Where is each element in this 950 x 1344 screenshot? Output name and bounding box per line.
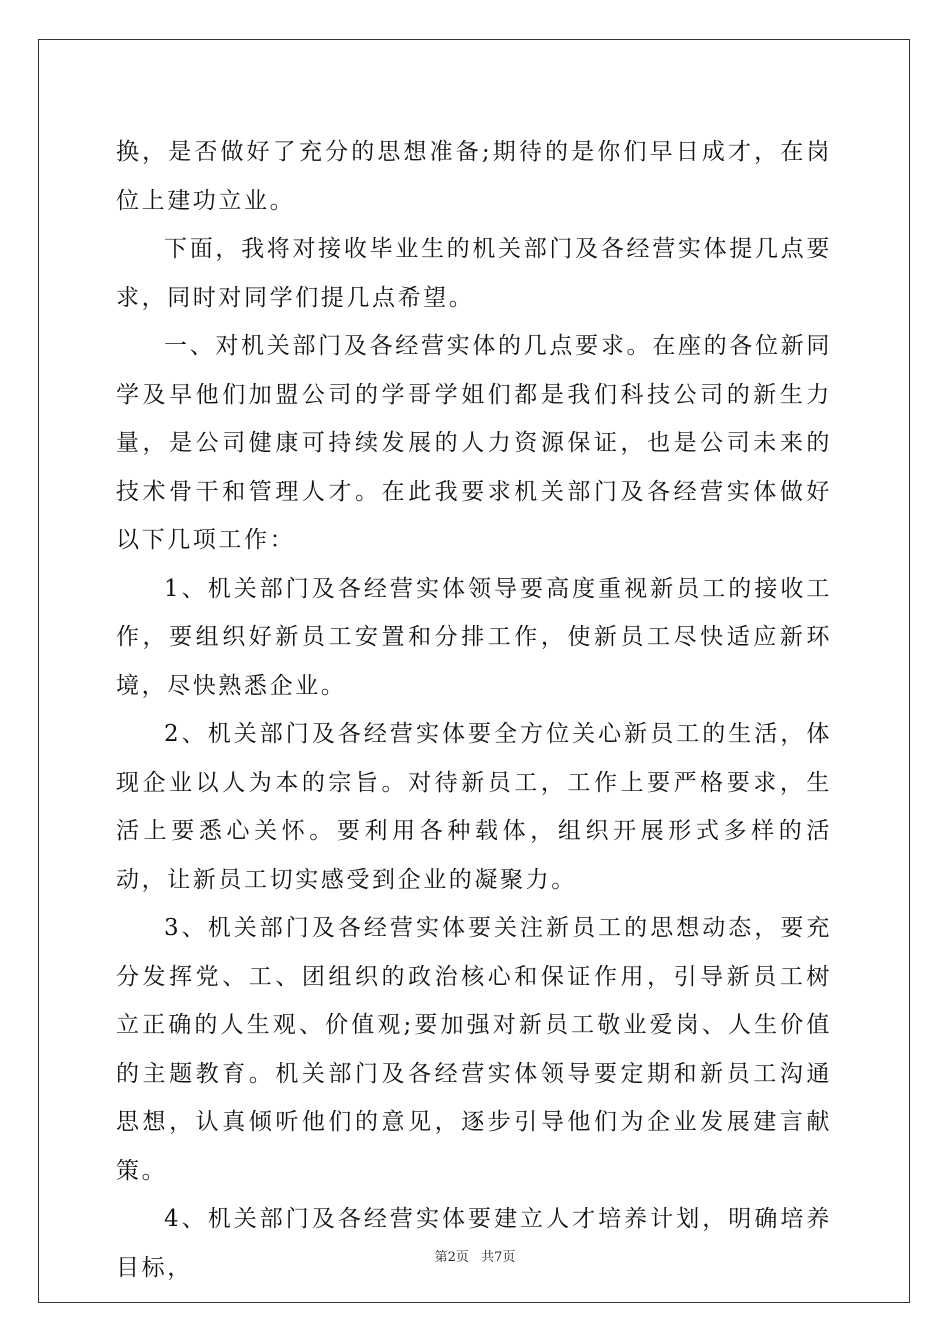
document-body xyxy=(116,128,832,1292)
paragraph-3: 一、对机关部门及各经营实体的几点要求。在座的各位新同学及早他们加盟公司的学哥学姐们都是我们科技公司的新生力量，是公司健康可持续发展的人力资源保证，也是公司未来的技术骨干和管理人才。在此我要求机关部门及各经营实体做好以下几项工作： xyxy=(116,333,832,553)
paragraph-2: 下面，我将对接收毕业生的机关部门及各经营实体提几点要求，同时对同学们提几点希望。 xyxy=(116,236,832,311)
paragraph-1: 换，是否做好了充分的思想准备;期待的是你们早日成才，在岗位上建功立业。 xyxy=(116,139,832,214)
page-number: 第2页 xyxy=(434,1250,469,1265)
page-footer xyxy=(0,1246,950,1265)
paragraph-5: 2、机关部门及各经营实体要全方位关心新员工的生活，体现企业以人为本的宗旨。对待新员工，工作上要严格要求，生活上要悉心关怀。要利用各种载体，组织开展形式多样的活动，让新员工切实感受到企业的凝聚力。 xyxy=(116,721,832,893)
paragraph-7: 4、机关部门及各经营实体要建立人才培养计划，明确培养目标， xyxy=(116,1206,832,1281)
paragraph-4: 1、机关部门及各经营实体领导要高度重视新员工的接收工作，要组织好新员工安置和分排工作，使新员工尽快适应新环境，尽快熟悉企业。 xyxy=(116,575,832,699)
page-total: 共7页 xyxy=(481,1250,516,1265)
paragraph-6: 3、机关部门及各经营实体要关注新员工的思想动态，要充分发挥党、工、团组织的政治核心和保证作用，引导新员工树立正确的人生观、价值观;要加强对新员工敬业爱岗、人生价值的主题教育。机关部门及各经营实体领导要定期和新员工沟通思想，认真倾听他们的意见，逐步引导他们为企业发展建言献策。 xyxy=(116,915,832,1184)
